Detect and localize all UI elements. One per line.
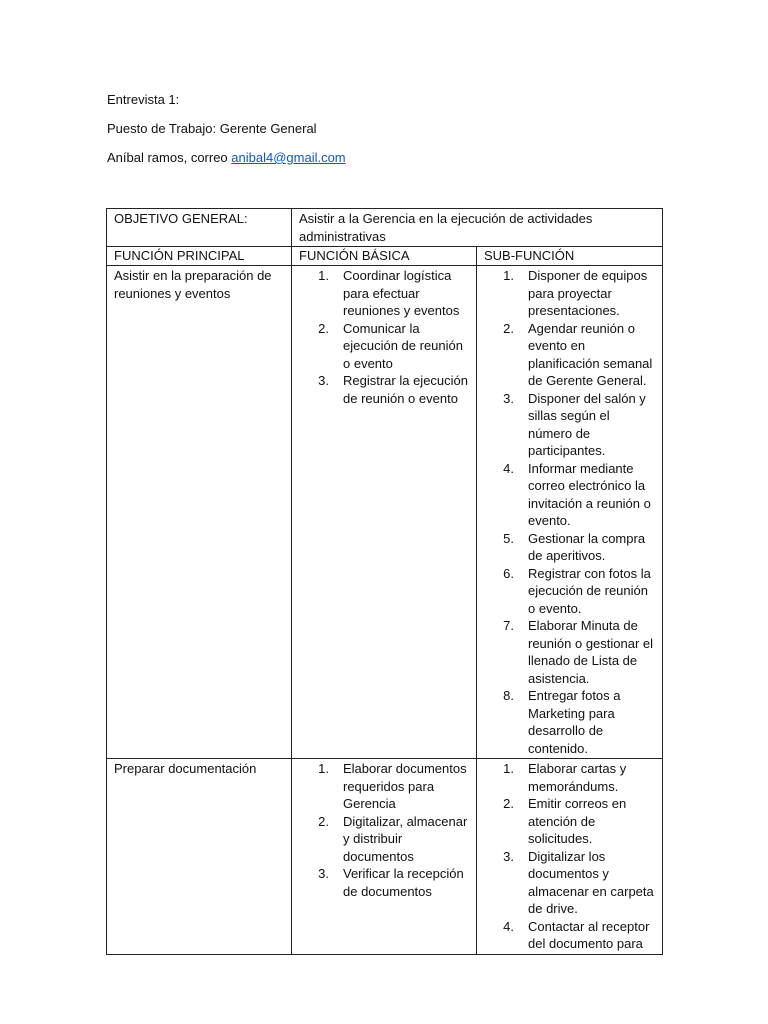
list-item-text: Comunicar la ejecución de reunión o evento [343,320,463,371]
list-number: 8. [503,688,514,703]
header-sub-funcion: SUB-FUNCIÓN [477,247,663,266]
list-number: 7. [503,618,514,633]
list-item-text: Agendar reunión o evento en planificación semanal de Gerente General. [528,320,653,388]
objective-row [107,209,663,247]
list-number: 1. [318,761,329,776]
funcion-principal-cell: Preparar documentación [107,759,292,955]
list-item-text: Contactar al receptor del documento para [528,918,650,951]
list-item-text: Digitalizar, almacenar y distribuir documentos [343,813,468,864]
funcion-basica-list [299,267,470,407]
email-link[interactable]: anibal4@gmail.com [231,150,346,165]
functions-table [106,208,663,955]
list-number: 2. [318,813,329,829]
header-funcion-basica: FUNCIÓN BÁSICA [292,247,477,266]
list-item [484,390,656,460]
job-position: Puesto de Trabajo: Gerente General [107,121,317,136]
list-item [484,530,656,565]
list-item [299,320,470,373]
objective-label: OBJETIVO GENERAL: [107,209,292,247]
list-number: 4. [503,460,514,476]
funcion-basica-cell [292,266,477,759]
list-item-text: Gestionar la compra de aperitivos. [528,530,646,563]
list-number: 5. [503,530,514,546]
list-item [484,918,656,953]
list-item [484,617,656,687]
list-item-text: Informar mediante correo electrónico la invitación a reunión o evento. [528,460,651,528]
interview-title: Entrevista 1: [107,92,180,107]
list-item [299,813,470,866]
list-number: 1. [318,268,329,283]
list-item-text: Entregar fotos a Marketing para desarrollo de contenido. [528,688,621,756]
list-number: 3. [503,848,514,864]
header-funcion-principal: FUNCIÓN PRINCIPAL [107,247,292,266]
list-item-text: Elaborar cartas y memorándums. [528,761,627,794]
list-number: 2. [503,320,514,336]
list-number: 1. [503,761,514,776]
list-number: 3. [318,866,329,881]
list-number: 2. [503,796,514,811]
list-item [484,760,656,795]
list-item-text: Disponer de equipos para proyectar presentaciones. [528,268,648,318]
list-number: 6. [503,565,514,581]
list-number: 1. [503,268,514,283]
funcion-basica-list [299,760,470,900]
list-item-text: Elaborar documentos requeridos para Gerencia [343,761,467,811]
list-item [484,320,656,390]
list-item [299,372,470,407]
list-item-text: Registrar la ejecución de reunión o evento [343,373,469,406]
sub-funcion-cell [477,759,663,955]
list-item-text: Registrar con fotos la ejecución de reunión o evento. [528,565,651,616]
funcion-principal-cell: Asistir en la preparación de reuniones y eventos [107,266,292,759]
sub-funcion-list [484,760,656,953]
list-number: 2. [318,320,329,336]
objective-text: Asistir a la Gerencia en la ejecución de actividades administrativas [292,209,663,247]
list-item [299,760,470,813]
table-row [107,759,663,955]
list-item [484,267,656,320]
list-item-text: Coordinar logística para efectuar reuniones y eventos [343,268,460,318]
list-item [299,865,470,900]
list-number: 4. [503,918,514,934]
list-item [484,848,656,918]
list-number: 3. [503,390,514,406]
list-item [484,687,656,757]
list-item [484,795,656,848]
list-item [484,460,656,530]
list-item-text: Elaborar Minuta de reunión o gestionar el llenado de Lista de asistencia. [528,618,654,686]
sub-funcion-list [484,267,656,757]
list-item [299,267,470,320]
list-item [484,565,656,618]
list-item-text: Verificar la recepción de documentos [343,866,464,899]
list-item-text: Disponer del salón y sillas según el número de participantes. [528,390,646,458]
contact-line [107,150,346,166]
list-item-text: Emitir correos en atención de solicitudes. [528,796,627,846]
header-row [107,247,663,266]
sub-funcion-cell [477,266,663,759]
list-number: 3. [318,373,329,388]
funcion-basica-cell [292,759,477,955]
list-item-text: Digitalizar los documentos y almacenar en carpeta de drive. [528,848,654,916]
table-row [107,266,663,759]
contact-name: Aníbal ramos, correo [107,150,232,165]
